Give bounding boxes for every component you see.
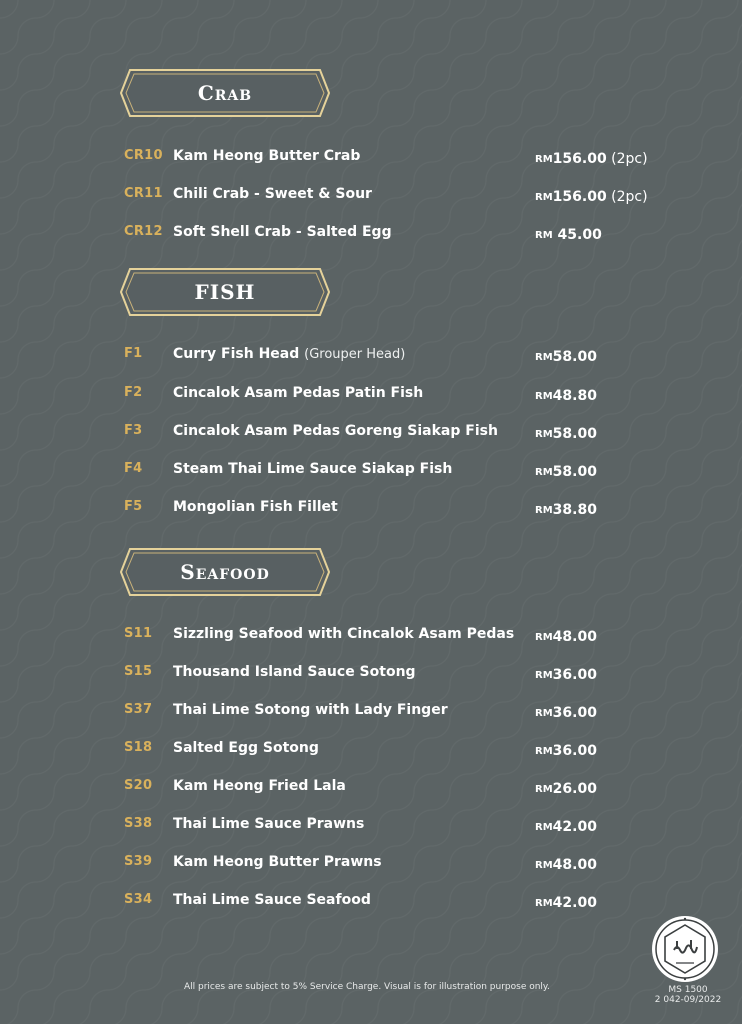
item-name: Cincalok Asam Pedas Patin Fish xyxy=(173,385,424,401)
currency-label: RM xyxy=(535,391,553,402)
item-name: Mongolian Fish Fillet xyxy=(173,499,338,515)
item-price xyxy=(535,224,602,243)
currency-label: RM xyxy=(535,505,553,516)
currency-label: RM xyxy=(535,784,553,795)
item-name: Kam Heong Fried Lala xyxy=(173,778,346,794)
item-code: F5 xyxy=(124,499,143,514)
item-code: S37 xyxy=(124,702,153,717)
currency-label: RM xyxy=(535,860,553,871)
item-code: CR12 xyxy=(124,224,163,239)
menu-item xyxy=(0,740,742,762)
service-charge-disclaimer: All prices are subject to 5% Service Charge. Visual is for illustration purpose only. xyxy=(184,982,550,992)
menu-item xyxy=(0,626,742,648)
currency-label: RM xyxy=(535,154,553,165)
cert-standard: MS 1500 xyxy=(668,985,708,995)
item-name: Thai Lime Sauce Prawns xyxy=(173,816,365,832)
item-code: S39 xyxy=(124,854,153,869)
section-banner xyxy=(120,548,330,596)
menu-item xyxy=(0,664,742,686)
halal-logo-icon xyxy=(650,914,720,984)
price-note: (2pc) xyxy=(606,151,648,167)
item-price xyxy=(535,186,648,205)
price-amount: 42.00 xyxy=(552,895,597,911)
section-title: Crab xyxy=(197,81,253,105)
menu-item xyxy=(0,702,742,724)
item-code: S18 xyxy=(124,740,153,755)
price-amount: 48.00 xyxy=(552,857,597,873)
item-code: F3 xyxy=(124,423,143,438)
price-amount: 26.00 xyxy=(552,781,597,797)
item-code: S20 xyxy=(124,778,153,793)
item-price xyxy=(535,423,597,442)
price-amount: 58.00 xyxy=(552,464,597,480)
item-name: Kam Heong Butter Prawns xyxy=(173,854,382,870)
price-amount: 58.00 xyxy=(552,349,597,365)
price-amount: 36.00 xyxy=(552,743,597,759)
menu-item xyxy=(0,461,742,483)
menu-item xyxy=(0,224,742,246)
item-name: Thai Lime Sotong with Lady Finger xyxy=(173,702,448,718)
item-name-note: (Grouper Head) xyxy=(304,347,406,362)
price-amount: 36.00 xyxy=(552,705,597,721)
item-price xyxy=(535,346,597,365)
item-price xyxy=(535,664,597,683)
currency-label: RM xyxy=(535,429,553,440)
menu-item xyxy=(0,186,742,208)
menu-item xyxy=(0,816,742,838)
item-code: S38 xyxy=(124,816,153,831)
currency-label: RM xyxy=(535,230,553,241)
item-name: Sizzling Seafood with Cincalok Asam Pedas xyxy=(173,626,515,642)
currency-label: RM xyxy=(535,822,553,833)
item-price xyxy=(535,148,648,167)
item-code: CR11 xyxy=(124,186,163,201)
item-name: Chili Crab - Sweet & Sour xyxy=(173,186,372,202)
section-banner xyxy=(120,69,330,117)
item-price xyxy=(535,385,597,404)
item-price xyxy=(535,854,597,873)
price-amount: 38.80 xyxy=(552,502,597,518)
item-price xyxy=(535,702,597,721)
menu-item xyxy=(0,892,742,914)
section-title: FISH xyxy=(194,280,256,304)
price-amount: 45.00 xyxy=(552,227,602,243)
price-amount: 48.00 xyxy=(552,629,597,645)
item-price xyxy=(535,778,597,797)
menu-item xyxy=(0,778,742,800)
currency-label: RM xyxy=(535,746,553,757)
item-name: Thousand Island Sauce Sotong xyxy=(173,664,416,680)
menu-item xyxy=(0,499,742,521)
item-code: S15 xyxy=(124,664,153,679)
item-code: S11 xyxy=(124,626,153,641)
menu-item xyxy=(0,854,742,876)
price-amount: 58.00 xyxy=(552,426,597,442)
currency-label: RM xyxy=(535,898,553,909)
currency-label: RM xyxy=(535,352,553,363)
item-price xyxy=(535,892,597,911)
currency-label: RM xyxy=(535,708,553,719)
price-amount: 156.00 xyxy=(552,151,607,167)
item-price xyxy=(535,499,597,518)
item-price xyxy=(535,626,597,645)
cert-code: 2 042-09/2022 xyxy=(654,995,722,1005)
menu-item xyxy=(0,385,742,407)
item-price xyxy=(535,740,597,759)
price-amount: 36.00 xyxy=(552,667,597,683)
currency-label: RM xyxy=(535,670,553,681)
item-name: Steam Thai Lime Sauce Siakap Fish xyxy=(173,461,453,477)
currency-label: RM xyxy=(535,467,553,478)
item-code: S34 xyxy=(124,892,153,907)
item-code: F4 xyxy=(124,461,143,476)
currency-label: RM xyxy=(535,632,553,643)
section-title: Seafood xyxy=(180,560,270,584)
section-banner xyxy=(120,268,330,316)
item-price xyxy=(535,461,597,480)
item-code: F1 xyxy=(124,346,143,361)
currency-label: RM xyxy=(535,192,553,203)
halal-cert-number xyxy=(640,985,736,1005)
item-name: Soft Shell Crab - Salted Egg xyxy=(173,224,392,240)
item-name xyxy=(173,346,405,362)
item-name: Salted Egg Sotong xyxy=(173,740,319,756)
item-price xyxy=(535,816,597,835)
price-note: (2pc) xyxy=(606,189,648,205)
menu-item xyxy=(0,423,742,445)
item-code: F2 xyxy=(124,385,143,400)
item-code: CR10 xyxy=(124,148,163,163)
item-name: Thai Lime Sauce Seafood xyxy=(173,892,371,908)
price-amount: 48.80 xyxy=(552,388,597,404)
item-name-text: Curry Fish Head xyxy=(173,346,305,362)
price-amount: 42.00 xyxy=(552,819,597,835)
item-name: Cincalok Asam Pedas Goreng Siakap Fish xyxy=(173,423,498,439)
price-amount: 156.00 xyxy=(552,189,607,205)
menu-item xyxy=(0,148,742,170)
item-name: Kam Heong Butter Crab xyxy=(173,148,361,164)
menu-item xyxy=(0,346,742,368)
